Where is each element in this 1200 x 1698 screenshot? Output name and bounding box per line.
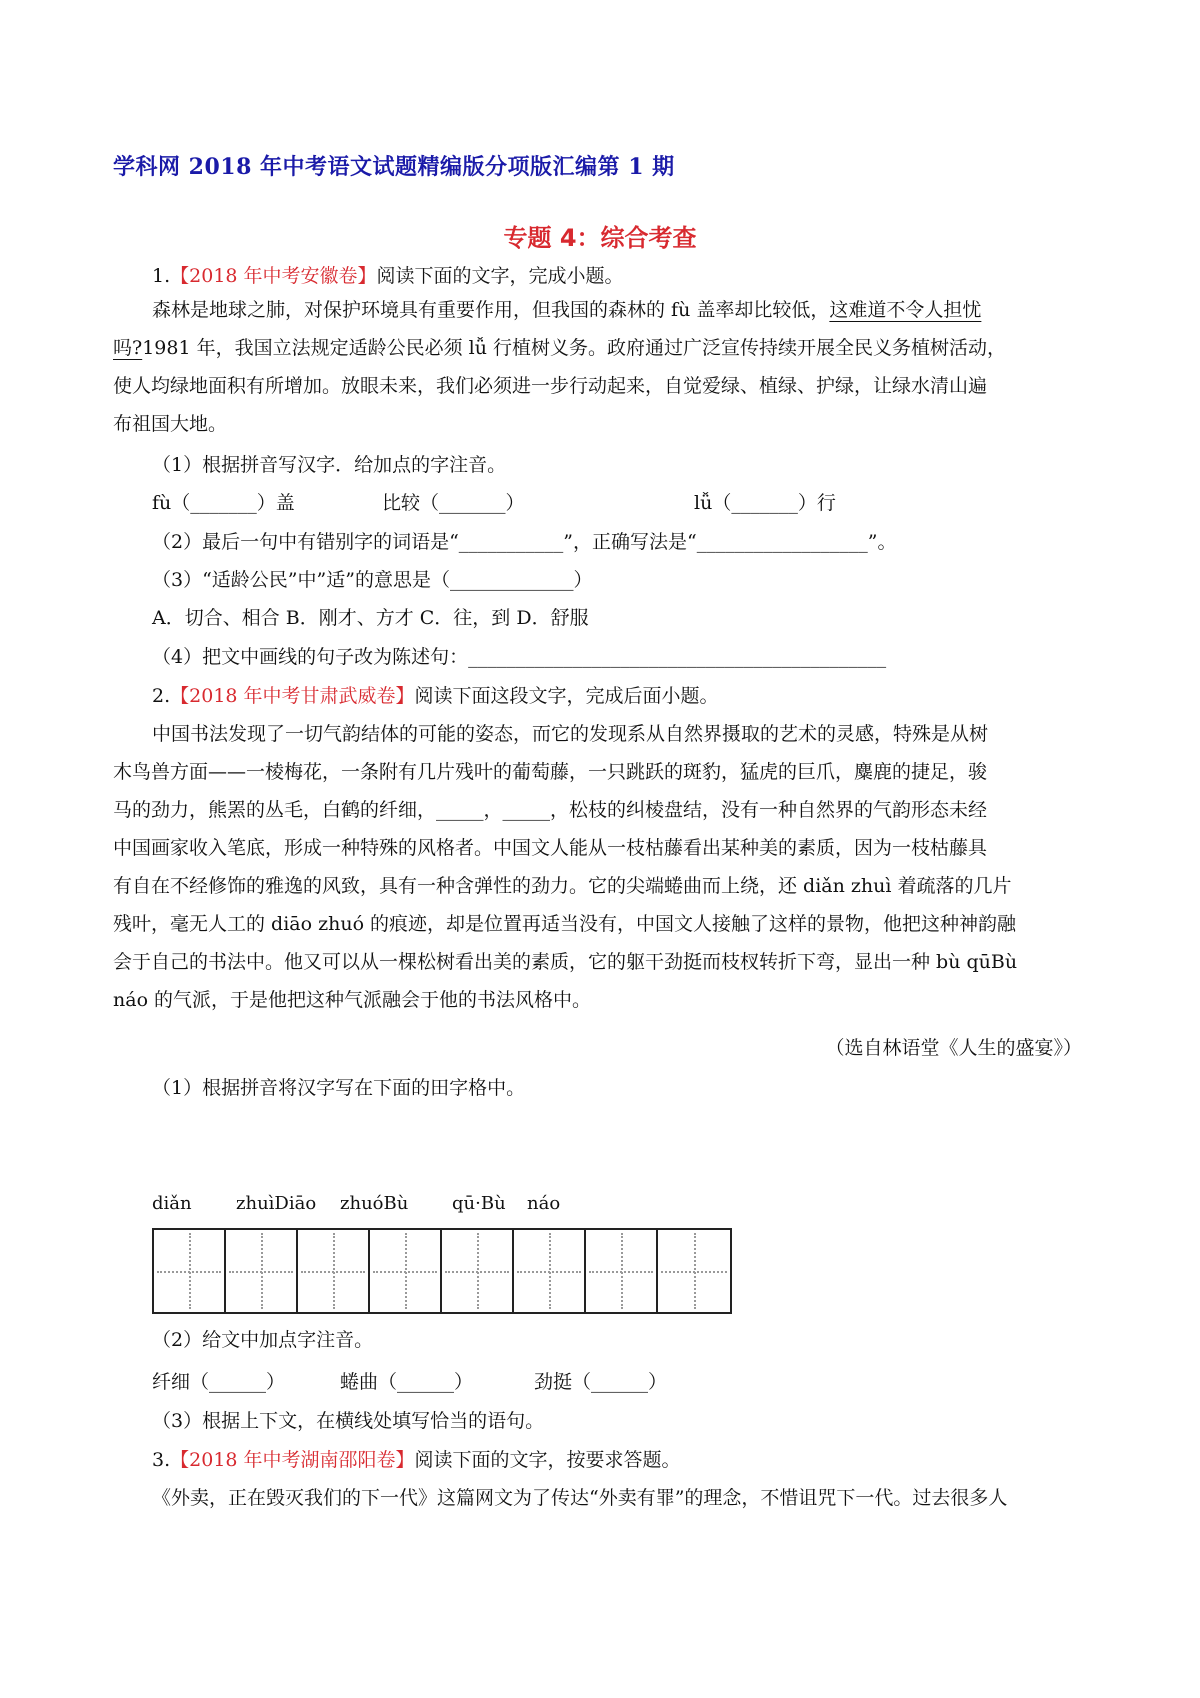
tianzige-cell[interactable] (658, 1230, 730, 1312)
q1-prompt: 阅读下面的文字，完成小题。 (376, 265, 624, 287)
q2-source-tag: 【2018 年中考甘肃武威卷】 (170, 685, 415, 707)
q1-para-line (113, 334, 1006, 362)
q1-source-tag: 【2018 年中考安徽卷】 (170, 265, 377, 287)
topic-title: 专题 4：综合考查 (503, 224, 697, 252)
tianzige-cell[interactable] (298, 1230, 370, 1312)
q2-source: （选自林语堂《人生的盛宴》） (825, 1037, 1082, 1059)
q1-sub4: （4）把文中画线的句子改为陈述句：____________________________________________ (152, 646, 887, 668)
q2-para-line: náo 的气派，于是他把这种气派融会于他的书法风格中。 (113, 989, 592, 1011)
tianzige-cell[interactable] (514, 1230, 586, 1312)
q3-number: 3. (152, 1449, 171, 1471)
q1-blank-a: fù（_______）盖 (152, 492, 295, 514)
q1-blank-b: 比较（_______） (382, 492, 525, 514)
q2-number: 2. (152, 685, 171, 707)
q1-heading (152, 262, 624, 290)
q1-para-line: 使人均绿地面积有所增加。放眼未来，我们必须进一步行动起来，自觉爱绿、植绿、护绿，让绿水清山遍 (113, 375, 988, 397)
q1-underlined-text: 吗? (113, 337, 143, 359)
q3-prompt: 阅读下面的文字，按要求答题。 (414, 1449, 681, 1471)
pinyin-label: zhuìDiāo (236, 1193, 317, 1214)
q3-para-line: 《外卖，正在毁灭我们的下一代》这篇网文为了传达“外卖有罪”的理念，不惜诅咒下一代。过去很多人 (152, 1487, 1008, 1509)
tianzige-cell[interactable] (226, 1230, 298, 1312)
pinyin-label: zhuóBù (340, 1193, 409, 1214)
q1-options: A．切合、相合 B．刚才、方才 C．往，到 D．舒服 (152, 607, 589, 629)
tianzige-cell[interactable] (370, 1230, 442, 1312)
q1-underlined-text: 这难道不令人担忧 (829, 299, 982, 321)
q2-para-line: 残叶，毫无人工的 diāo zhuó 的痕迹，却是位置再适当没有，中国文人接触了这样的景物，他把这种神韵融 (113, 913, 1017, 935)
q2-ann-c: 劲挺（______） (534, 1371, 668, 1393)
q2-ann-b: 蜷曲（______） (340, 1371, 474, 1393)
tianzige-grid (152, 1228, 732, 1314)
q1-blank-c: lǚ（_______）行 (694, 492, 836, 514)
q2-sub3: （3）根据上下文，在横线处填写恰当的语句。 (152, 1410, 545, 1432)
q2-sub1: （1）根据拼音将汉字写在下面的田字格中。 (152, 1077, 526, 1099)
pinyin-label: náo (527, 1193, 561, 1214)
q2-heading (152, 682, 719, 710)
q3-heading (152, 1446, 681, 1474)
tianzige-cell[interactable] (586, 1230, 658, 1312)
q2-sub2: （2）给文中加点字注音。 (152, 1329, 374, 1351)
document-header: 学科网 2018 年中考语文试题精编版分项版汇编第 1 期 (113, 154, 675, 180)
q1-number: 1. (152, 265, 171, 287)
q2-para-line: 中国书法发现了一切气韵结体的可能的姿态，而它的发现系从自然界摄取的艺术的灵感，特殊是从树 (152, 723, 989, 745)
q1-sub3: （3）“适龄公民”中”适”的意思是（_____________） (152, 569, 593, 591)
q1-sub2: （2）最后一句中有错别字的词语是“___________”，正确写法是“__________________”。 (152, 531, 897, 553)
q2-para-line: 会于自己的书法中。他又可以从一棵松树看出美的素质，它的躯干劲挺而枝杈转折下弯，显出一种 bù qūBù (113, 951, 1018, 973)
q1-text: 森林是地球之肺，对保护环境具有重要作用，但我国的森林的 fù 盖率却比较低， (152, 299, 830, 321)
q2-para-line: 马的劲力，熊罴的丛毛，白鹤的纤细，_____，_____，松枝的纠棱盘结，没有一种自然界的气韵形态未经 (113, 799, 988, 821)
pinyin-label: diǎn (152, 1193, 192, 1214)
q1-sub1: （1）根据拼音写汉字．给加点的字注音。 (152, 454, 507, 476)
pinyin-label: qū·Bù (452, 1193, 506, 1214)
q1-para-line: 布祖国大地。 (113, 413, 228, 435)
q2-ann-a: 纤细（______） (152, 1371, 286, 1393)
tianzige-cell[interactable] (154, 1230, 226, 1312)
q2-para-line: 中国画家收入笔底，形成一种特殊的风格者。中国文人能从一枝枯藤看出某种美的素质，因为一枝枯藤具 (113, 837, 988, 859)
q1-para-line (152, 296, 981, 324)
q1-text: 1981 年，我国立法规定适龄公民必须 lǚ 行植树义务。政府通过广泛宣传持续开展全民义务植树活动， (142, 337, 1006, 359)
q2-para-line: 木鸟兽方面——一棱梅花，一条附有几片残叶的葡萄藤，一只跳跃的斑豹，猛虎的巨爪，麋鹿的捷足，骏 (113, 761, 988, 783)
q3-source-tag: 【2018 年中考湖南邵阳卷】 (170, 1449, 415, 1471)
q2-para-line: 有自在不经修饰的雅逸的风致，具有一种含弹性的劲力。它的尖端蜷曲而上绕，还 diǎn zhuì 着疏落的几片 (113, 875, 1012, 897)
tianzige-cell[interactable] (442, 1230, 514, 1312)
q2-prompt: 阅读下面这段文字，完成后面小题。 (414, 685, 719, 707)
